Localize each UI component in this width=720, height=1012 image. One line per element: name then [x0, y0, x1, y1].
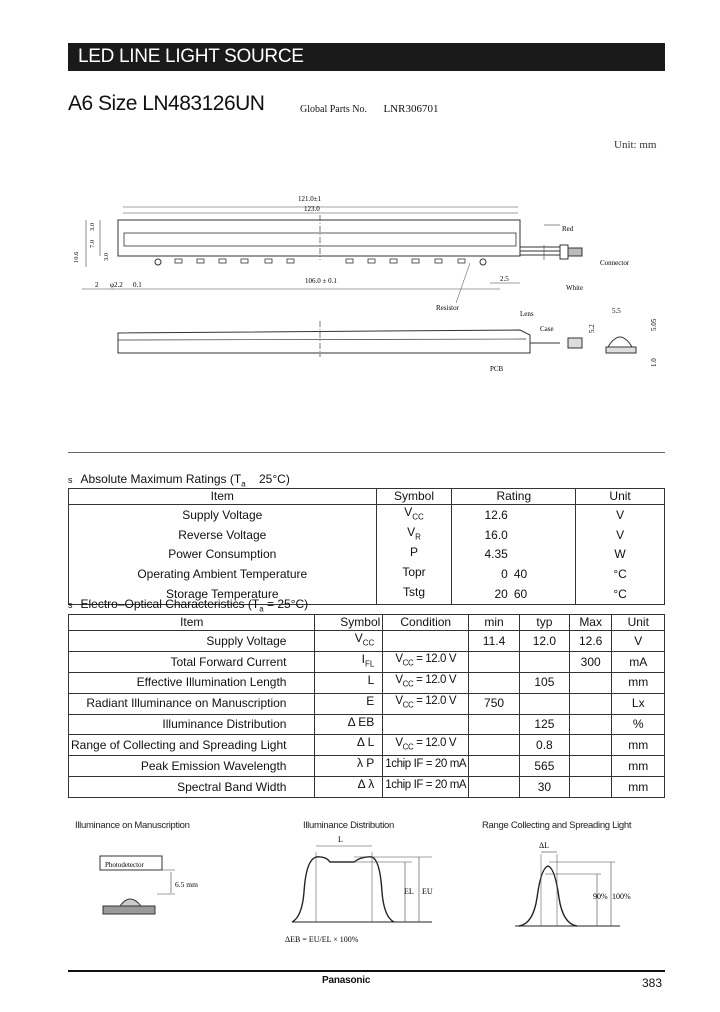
symbol-main: Tstg	[402, 584, 425, 599]
row-unit: °C	[576, 585, 665, 605]
table-row	[69, 777, 665, 798]
symbol-main: Δ λ	[357, 777, 375, 792]
row-unit: Lx	[612, 693, 665, 714]
col-symbol: Symbol	[376, 489, 452, 505]
cond-rest: = 12.0 V	[413, 737, 457, 749]
dim-h3: 3.0	[103, 252, 110, 261]
row-max	[569, 693, 612, 714]
table-header-row	[69, 615, 665, 631]
row-condition	[383, 651, 469, 672]
cond-main: V	[395, 653, 403, 666]
abs-max-table	[68, 488, 665, 605]
global-parts-number: LNR306701	[383, 103, 439, 115]
row-rating-a: 0	[452, 565, 514, 585]
row-item: Operating Ambient Temperature	[69, 565, 377, 585]
dim-hole: φ2.2	[110, 281, 123, 289]
table-row	[69, 651, 665, 672]
abs-max-title-suffix: 25°C)	[245, 472, 290, 486]
table-row	[69, 735, 665, 756]
eo-table	[68, 614, 665, 798]
col-min: min	[469, 615, 520, 631]
page-number: 383	[642, 976, 663, 990]
brand-logo: Panasonic	[322, 975, 371, 986]
cond-main: 1chip IF = 20 mA	[385, 778, 467, 791]
label-red: Red	[562, 225, 574, 233]
row-item: Supply Voltage	[69, 505, 377, 525]
row-item: Effective Illumination Length	[69, 672, 315, 693]
top-view-body	[118, 220, 520, 256]
row-rating-b	[514, 525, 576, 545]
cond-sub: CC	[402, 700, 414, 710]
col-unit: Unit	[612, 615, 665, 631]
row-typ: 125	[519, 714, 569, 735]
col-item: Item	[69, 615, 315, 631]
row-item: Radiant Illuminance on Manuscription	[69, 693, 315, 714]
cond-sub: CC	[402, 742, 414, 752]
row-symbol	[315, 651, 383, 672]
model-title: A6 Size LN483126UN	[68, 92, 265, 115]
mount-hole-right	[480, 259, 486, 265]
row-typ: 0.8	[519, 735, 569, 756]
outline-drawing	[60, 185, 680, 380]
row-item: Total Forward Current	[69, 651, 315, 672]
table-row	[69, 693, 665, 714]
symbol-sub: R	[415, 532, 421, 542]
dim-total: 121.0±1	[298, 195, 322, 203]
col-rating: Rating	[452, 489, 576, 505]
mount-hole-left	[155, 259, 161, 265]
row-symbol	[315, 735, 383, 756]
row-unit: mm	[612, 735, 665, 756]
row-rating-b	[514, 505, 576, 525]
row-symbol	[376, 565, 452, 585]
row-unit: mm	[612, 672, 665, 693]
row-condition	[383, 631, 469, 652]
row-typ: 105	[519, 672, 569, 693]
row-condition	[383, 777, 469, 798]
symbol-sub: CC	[362, 638, 375, 648]
row-symbol	[315, 714, 383, 735]
row-typ	[519, 693, 569, 714]
table-row	[69, 545, 665, 565]
dim-side-height2: 1.0	[650, 358, 658, 367]
table-row	[69, 525, 665, 545]
dim-h1: 3.0	[89, 222, 96, 231]
eo-heading	[68, 597, 308, 613]
diagram1-title: Illuminance on Manuscription	[75, 820, 190, 831]
row-unit: °C	[576, 565, 665, 585]
abs-max-title-sub: a	[241, 479, 246, 489]
spreading-90: 90%	[593, 892, 608, 901]
cond-sub: CC	[402, 658, 414, 668]
bullet: s	[68, 600, 73, 610]
row-min	[469, 672, 520, 693]
row-rating-a: 4.35	[452, 545, 514, 565]
table-row	[69, 505, 665, 525]
dim-right: 2.5	[500, 275, 509, 283]
row-symbol	[376, 505, 452, 525]
symbol-main: Δ L	[356, 735, 375, 750]
row-typ: 30	[519, 777, 569, 798]
row-item: Range of Collecting and Spreading Light	[69, 735, 315, 756]
category-title: LED LINE LIGHT SOURCE	[78, 46, 304, 67]
row-rating-b: 40	[513, 567, 528, 582]
dim-side-height: 5.05	[650, 318, 658, 331]
table-row	[69, 714, 665, 735]
dim-side-left: 5.2	[588, 324, 596, 333]
row-item: Reverse Voltage	[69, 525, 377, 545]
row-condition	[383, 714, 469, 735]
row-item: Spectral Band Width	[69, 777, 315, 798]
row-symbol	[315, 777, 383, 798]
dim-left: 2	[95, 281, 99, 289]
spreading-dl: ΔL	[539, 841, 550, 850]
diagram-spreading	[505, 838, 655, 933]
bullet: s	[68, 475, 73, 485]
abs-max-title: Absolute Maximum Ratings (T	[80, 472, 242, 486]
label-pcb: PCB	[490, 365, 504, 373]
row-unit: mm	[612, 756, 665, 777]
col-condition: Condition	[383, 615, 469, 631]
row-item: Illuminance Distribution	[69, 714, 315, 735]
spreading-100: 100%	[612, 892, 631, 901]
col-typ: typ	[519, 615, 569, 631]
symbol-main: V	[354, 631, 363, 645]
abs-max-heading	[68, 472, 290, 488]
distribution-el: EL	[404, 887, 414, 896]
cond-rest: = 12.0 V	[413, 674, 457, 687]
section-title-bar	[68, 43, 665, 71]
col-symbol: Symbol	[315, 615, 383, 631]
col-item: Item	[69, 489, 377, 505]
symbol-main: Δ EB	[347, 714, 375, 729]
row-max	[569, 777, 612, 798]
row-unit: V	[612, 631, 665, 652]
label-case: Case	[540, 325, 554, 333]
table-row	[69, 672, 665, 693]
symbol-main: V	[407, 524, 416, 539]
row-symbol	[376, 585, 452, 605]
row-item: Supply Voltage	[69, 631, 315, 652]
row-typ	[519, 651, 569, 672]
row-item: Storage Temperature	[69, 585, 377, 605]
cond-main: 1chip IF = 20 mA	[385, 757, 467, 770]
row-unit: V	[576, 525, 665, 545]
distribution-formula: ΔEB = EU/EL × 100%	[285, 935, 359, 944]
symbol-sub: FL	[364, 659, 375, 669]
unit-label: Unit: mm	[614, 139, 657, 151]
distribution-eu: EU	[422, 887, 433, 896]
label-lens: Lens	[520, 310, 534, 318]
table-row	[69, 565, 665, 585]
symbol-main: V	[404, 505, 413, 519]
diagram3-title: Range Collecting and Spreading Light	[482, 820, 632, 831]
row-symbol	[315, 693, 383, 714]
eo-title-sub: a	[259, 604, 264, 614]
diagram-distribution	[282, 832, 442, 947]
row-max: 12.6	[569, 631, 612, 652]
row-symbol	[376, 545, 452, 565]
row-min: 750	[469, 693, 520, 714]
dim-pitch: 0.1	[133, 281, 142, 289]
symbol-sub: CC	[412, 512, 424, 522]
table-row	[69, 756, 665, 777]
divider	[68, 452, 665, 453]
row-item: Peak Emission Wavelength	[69, 756, 315, 777]
row-min	[469, 714, 520, 735]
row-unit: mA	[612, 651, 665, 672]
row-rating-a: 16.0	[452, 525, 514, 545]
symbol-main: P	[409, 544, 418, 559]
footer-rule	[68, 970, 665, 972]
label-white: White	[566, 284, 584, 292]
row-condition	[383, 672, 469, 693]
cond-rest: = 12.0 V	[413, 653, 457, 666]
row-max: 300	[569, 651, 612, 672]
global-parts	[300, 103, 438, 115]
dim-h2: 7.0	[89, 239, 96, 248]
diagram2-title: Illuminance Distribution	[303, 820, 395, 831]
row-item: Power Consumption	[69, 545, 377, 565]
label-resistor: Resistor	[436, 304, 459, 312]
row-min	[469, 777, 520, 798]
dim-bottom: 106.0 ± 0.1	[305, 277, 337, 285]
row-rating-a: 12.6	[452, 505, 514, 525]
row-typ: 12.0	[519, 631, 569, 652]
photodetector-label: Photodetector	[105, 861, 144, 869]
dim-inner: 123.0	[304, 205, 320, 213]
row-symbol	[315, 756, 383, 777]
row-symbol	[315, 672, 383, 693]
col-max: Max	[569, 615, 612, 631]
row-max	[569, 672, 612, 693]
table-row	[69, 631, 665, 652]
row-max	[569, 714, 612, 735]
dim-side-width: 5.5	[612, 307, 621, 315]
row-condition	[383, 756, 469, 777]
cond-main: V	[395, 695, 403, 708]
row-condition	[383, 693, 469, 714]
row-min	[469, 651, 520, 672]
side-view-body	[118, 330, 530, 353]
row-typ: 565	[519, 756, 569, 777]
row-condition	[383, 735, 469, 756]
row-unit: W	[576, 545, 665, 565]
eo-title-suffix: = 25°C)	[263, 597, 309, 611]
symbol-main: Topr	[402, 564, 426, 579]
cond-main: V	[395, 674, 403, 687]
row-symbol	[376, 525, 452, 545]
distribution-l: L	[338, 835, 343, 844]
symbol-main: λ P	[356, 756, 375, 771]
row-rating-a: 20	[452, 585, 514, 605]
symbol-main: L	[367, 672, 375, 687]
row-rating-b: 60	[514, 585, 576, 605]
diagram-illuminance-setup	[95, 848, 225, 923]
row-rating-b	[514, 545, 576, 565]
row-unit: mm	[612, 777, 665, 798]
row-unit: %	[612, 714, 665, 735]
row-max	[569, 735, 612, 756]
cond-main: V	[395, 737, 403, 749]
eo-title: Electro–Optical Characteristics (T	[80, 597, 260, 611]
row-symbol	[315, 631, 383, 652]
row-unit: V	[576, 505, 665, 525]
label-connector: Connector	[600, 259, 630, 267]
row-max	[569, 756, 612, 777]
symbol-main: I	[361, 651, 365, 666]
global-parts-label: Global Parts No.	[300, 104, 367, 115]
row-min	[469, 756, 520, 777]
dim-height-total: 10.6	[73, 251, 80, 263]
cond-sub: CC	[402, 679, 414, 689]
row-min	[469, 735, 520, 756]
row-min: 11.4	[469, 631, 520, 652]
col-unit: Unit	[576, 489, 665, 505]
table-header-row	[69, 489, 665, 505]
cond-rest: = 12.0 V	[413, 695, 457, 708]
symbol-main: E	[366, 693, 375, 708]
distance-label: 6.5 mm	[175, 880, 198, 889]
